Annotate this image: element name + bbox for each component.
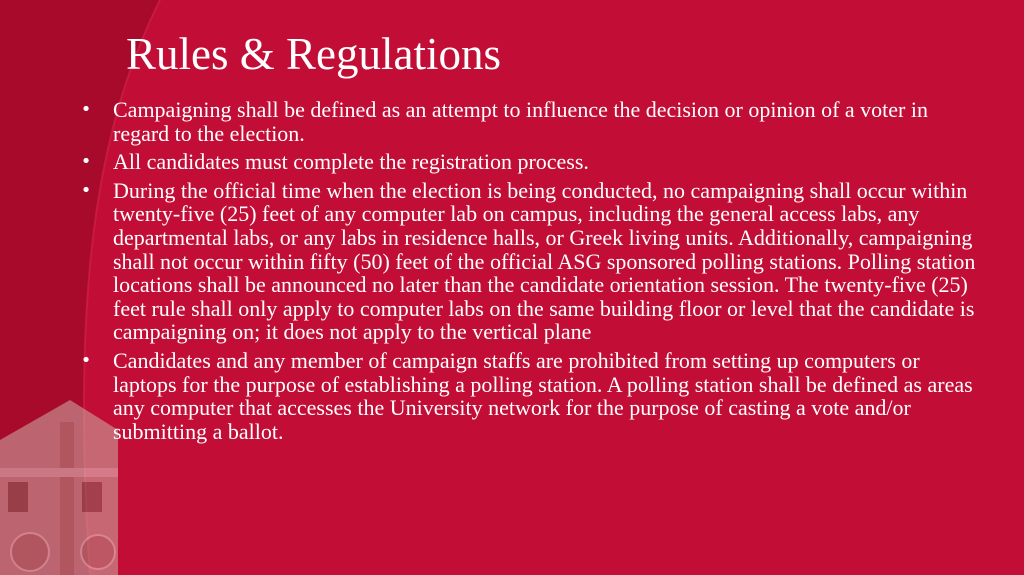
bullet-point-icon: • bbox=[80, 99, 92, 120]
bullet-text: All candidates must complete the registration process. bbox=[113, 149, 589, 175]
bullet-point-icon: • bbox=[80, 151, 92, 173]
bullet-item bbox=[76, 349, 976, 443]
bullet-item bbox=[76, 150, 976, 174]
bullet-item bbox=[76, 179, 976, 344]
bullet-text: Candidates and any member of campaign staffs are prohibited from setting up computers or laptops for the purpose of establishing a polling station. A polling station shall be defined as areas any computer that accesses the University network for the purpose of casting a vote and/or submitting a ballot. bbox=[113, 347, 973, 444]
bullet-list bbox=[76, 98, 976, 448]
bullet-text: During the official time when the election is being conducted, no campaigning shall occur within twenty-five (25) feet of any computer lab on campus, including the general access labs, any departmental labs, or any labs in residence halls, or Greek living units. Additionally, campaigning shall not occur within fifty (50) feet of the official ASG sponsored polling stations. Polling station locations shall be announced no later than the candidate orientation session. The twenty-five (25) feet rule shall only apply to computer labs on the same building floor or level that the candidate is campaigning on; it does not apply to the vertical plane bbox=[113, 177, 976, 345]
bullet-item bbox=[76, 98, 976, 145]
slide-title: Rules & Regulations bbox=[126, 29, 501, 79]
bullet-point-icon: • bbox=[80, 349, 92, 371]
bullet-point-icon: • bbox=[80, 179, 92, 201]
bullet-text: Campaigning shall be defined as an attempt to influence the decision or opinion of a voter in regard to the election. bbox=[113, 97, 928, 146]
